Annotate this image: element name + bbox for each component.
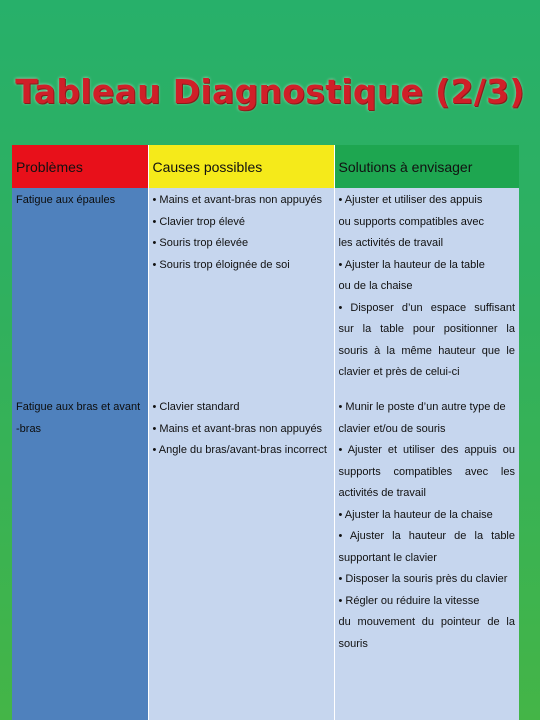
cause-item: • Mains et avant-bras non appuyés bbox=[152, 422, 323, 435]
causes-cell bbox=[148, 188, 334, 395]
solutions-cell bbox=[334, 188, 519, 395]
solution-line: souris à la même hauteur que le bbox=[338, 344, 515, 357]
solution-line: • Disposer la souris près du clavier bbox=[338, 573, 508, 585]
header-solutions: Solutions à envisager bbox=[334, 145, 519, 188]
solution-line: supports compatibles avec les bbox=[338, 465, 515, 478]
solution-line: • Ajuster et utiliser des appuis bbox=[338, 194, 483, 206]
solution-line: • Régler ou réduire la vitesse bbox=[338, 594, 480, 607]
table-row bbox=[12, 395, 519, 720]
cause-item: • Souris trop élevée bbox=[152, 237, 249, 249]
page-title: Tableau Diagnostique (2/3) bbox=[15, 72, 525, 111]
problem-line: Fatigue aux épaules bbox=[16, 194, 116, 206]
cause-item: • Souris trop éloignée de soi bbox=[152, 258, 290, 271]
solution-line: du mouvement du pointeur de la bbox=[338, 616, 515, 628]
solution-line: • Disposer d’un espace suffisant bbox=[338, 301, 515, 314]
solution-line: • Ajuster la hauteur de la table bbox=[338, 530, 515, 542]
diagnostic-table bbox=[12, 145, 519, 720]
solution-line: ou de la chaise bbox=[338, 280, 413, 292]
table-row bbox=[12, 188, 519, 395]
table-header-row bbox=[12, 145, 519, 188]
solution-line: les activités de travail bbox=[338, 237, 444, 249]
problem-line: Fatigue aux bras et avant bbox=[16, 401, 141, 413]
solution-line: • Ajuster et utiliser des appuis ou bbox=[338, 444, 515, 456]
cause-item: • Clavier trop élevé bbox=[152, 215, 246, 228]
problem-line: -bras bbox=[16, 422, 42, 435]
causes-cell bbox=[148, 395, 334, 720]
cause-item: • Mains et avant-bras non appuyés bbox=[152, 194, 323, 206]
solution-line: souris bbox=[338, 637, 368, 650]
cause-item: • Angle du bras/avant-bras incorrect bbox=[152, 444, 327, 456]
solution-line: supportant le clavier bbox=[338, 551, 437, 564]
solution-line: clavier et/ou de souris bbox=[338, 422, 446, 435]
solution-line: sur la table pour positionner la bbox=[338, 323, 515, 335]
solution-line: activités de travail bbox=[338, 487, 426, 499]
solution-line: • Ajuster la hauteur de la chaise bbox=[338, 508, 493, 521]
solution-line: • Ajuster la hauteur de la table bbox=[338, 258, 485, 271]
header-problems: Problèmes bbox=[12, 145, 148, 188]
header-causes: Causes possibles bbox=[148, 145, 334, 188]
solutions-cell bbox=[334, 395, 519, 720]
problem-cell bbox=[12, 188, 148, 395]
solution-line: ou supports compatibles avec bbox=[338, 215, 485, 228]
cause-item: • Clavier standard bbox=[152, 401, 240, 413]
solution-line: • Munir le poste d’un autre type de bbox=[338, 401, 506, 413]
problem-cell bbox=[12, 395, 148, 720]
solution-line: clavier et près de celui-ci bbox=[338, 366, 460, 378]
